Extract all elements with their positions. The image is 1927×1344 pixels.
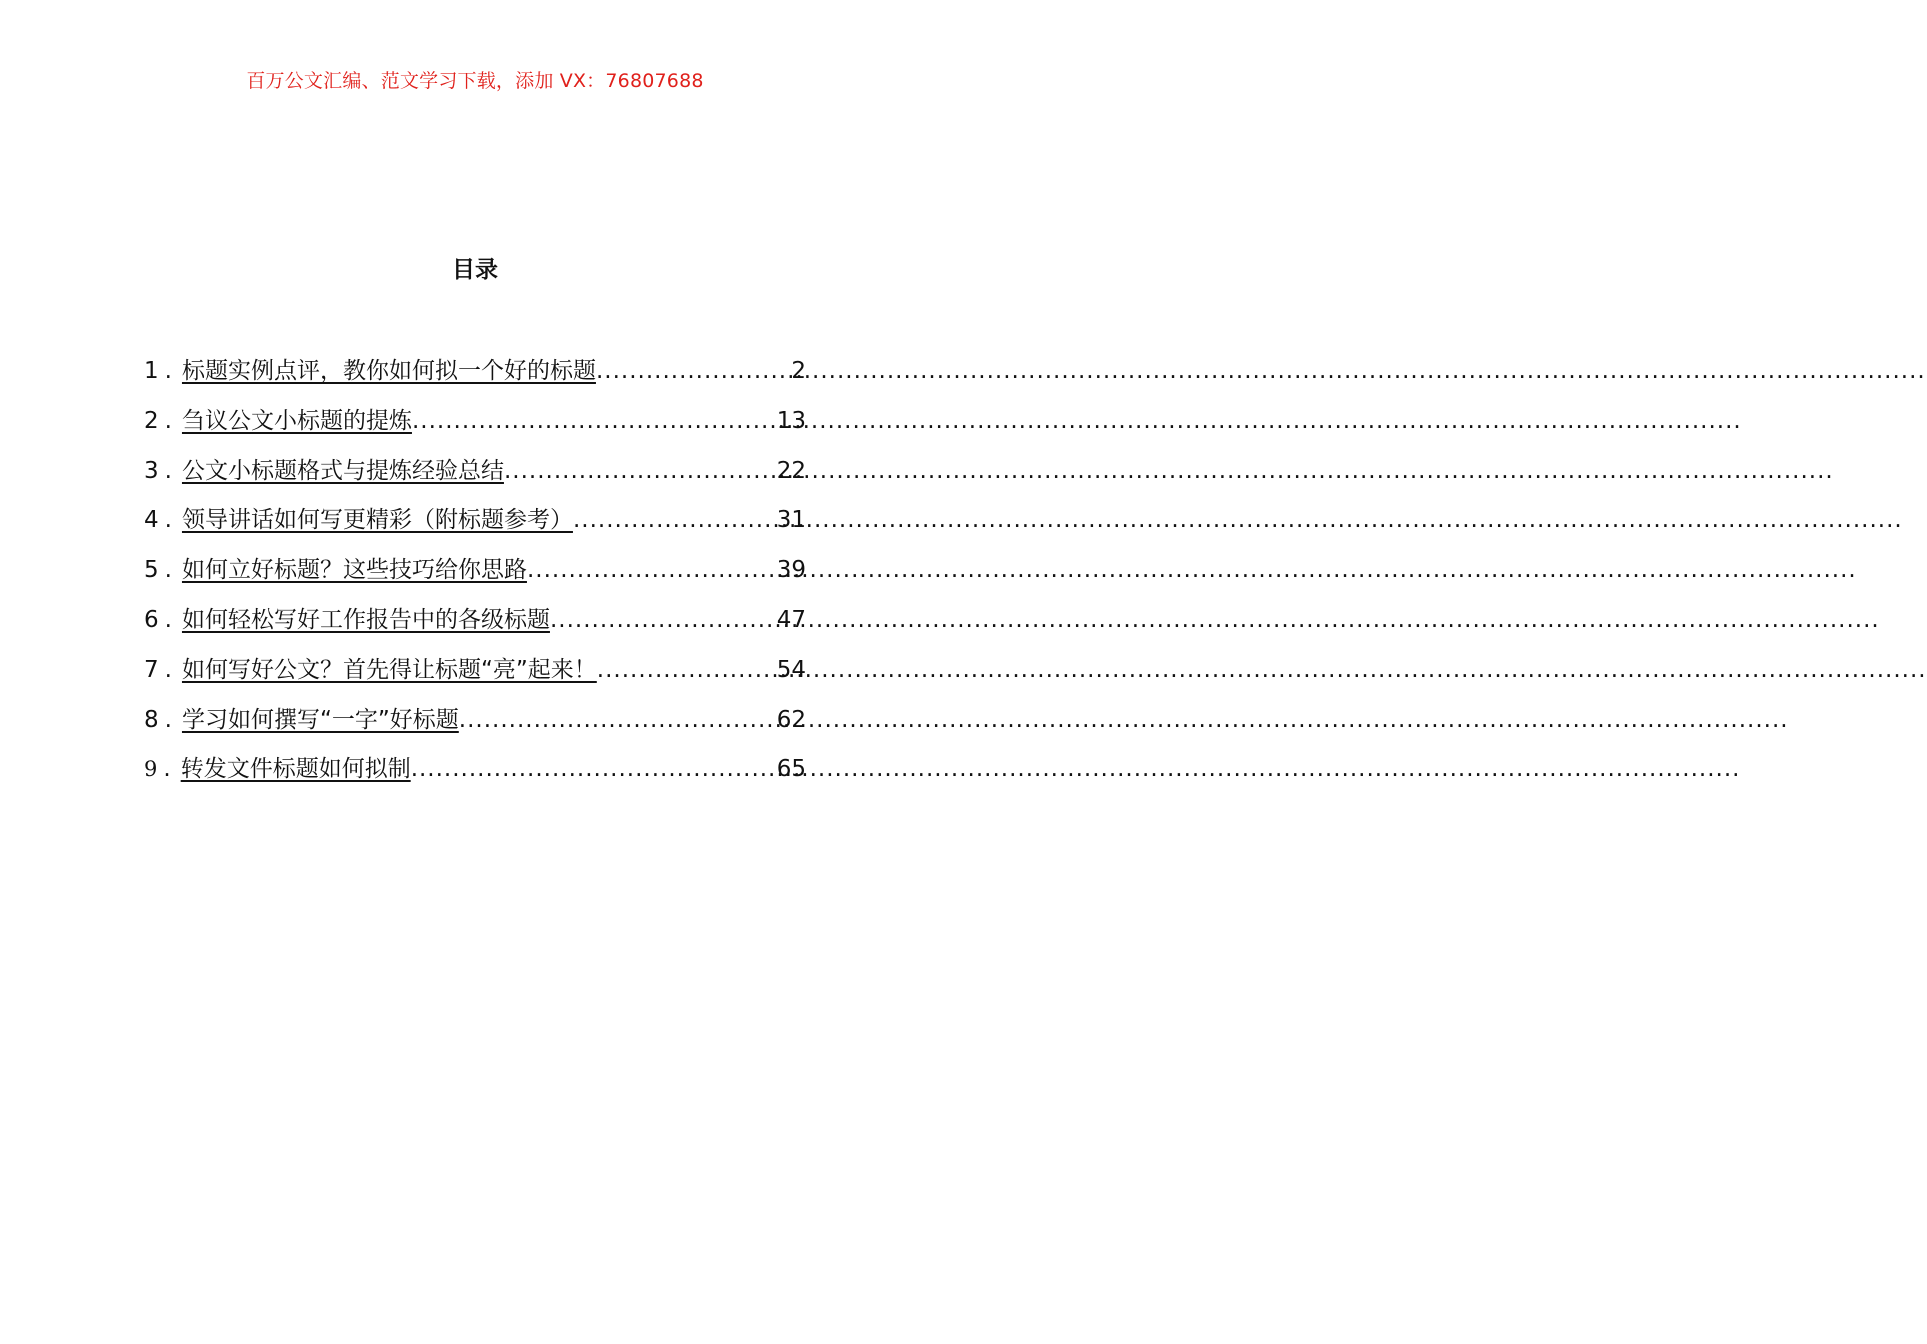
toc-entry[interactable] xyxy=(144,402,806,452)
toc-entry-page-number: 65 xyxy=(776,756,806,783)
toc-entry-page-number: 2 xyxy=(791,358,806,384)
toc-entry-title-link[interactable]: 学习如何撰写“一字”好标题 xyxy=(181,706,459,733)
toc-entry[interactable] xyxy=(144,651,806,701)
toc-entry-number: 5 xyxy=(144,557,159,584)
toc-entry-number: 7 xyxy=(144,656,159,683)
toc-entry-separator: . xyxy=(164,457,172,484)
toc-entry-number: 1 xyxy=(144,358,159,384)
toc-entry-separator: . xyxy=(164,656,172,683)
toc-entry-page-number: 62 xyxy=(776,706,806,733)
toc-entry-number: 3 xyxy=(144,457,159,484)
toc-entry-page-number: 39 xyxy=(776,557,806,584)
toc-entry-separator: . xyxy=(164,706,172,733)
toc-entry-number: 6 xyxy=(144,606,159,633)
toc-entry[interactable] xyxy=(144,501,806,551)
toc-entry-title-link[interactable]: 如何轻松写好工作报告中的各级标题 xyxy=(181,606,550,633)
toc-entry-separator: . xyxy=(164,407,172,434)
toc-entry-page-number: 47 xyxy=(776,606,806,633)
toc-entry-title-link[interactable]: 刍议公文小标题的提炼 xyxy=(181,407,412,434)
toc-leader-dots xyxy=(597,651,776,689)
toc-entry-title-link[interactable]: 如何立好标题？这些技巧给你思路 xyxy=(181,557,527,584)
toc-leader-dots xyxy=(504,452,776,490)
toc-entry[interactable] xyxy=(144,352,806,402)
toc-entry[interactable] xyxy=(144,701,806,751)
toc-entry-number: 2 xyxy=(144,407,159,434)
toc-entry-number: 8 xyxy=(144,706,159,733)
toc-entry-page-number: 31 xyxy=(776,507,806,534)
toc-entry[interactable] xyxy=(144,452,806,502)
toc-entry-title-link[interactable]: 公文小标题格式与提炼经验总结 xyxy=(181,457,504,484)
toc-leader-dots xyxy=(459,701,776,739)
toc-entry[interactable] xyxy=(144,551,806,601)
toc-entry-separator: . xyxy=(164,606,172,633)
toc-entry[interactable] xyxy=(144,601,806,651)
toc-entry-separator: . xyxy=(163,756,171,783)
toc-leader-dots xyxy=(412,402,776,440)
toc-leader-dots xyxy=(411,750,776,788)
toc-entry-separator: . xyxy=(164,358,172,384)
toc-entry[interactable] xyxy=(144,750,806,800)
toc-entry-separator: . xyxy=(164,557,172,584)
toc-leader-dots xyxy=(573,501,776,539)
toc-entry-separator: . xyxy=(164,507,172,534)
document-page xyxy=(0,0,950,1344)
toc-entry-title-link[interactable]: 标题实例点评，教你如何拟一个好的标题 xyxy=(181,358,596,384)
table-of-contents xyxy=(144,352,806,800)
toc-entry-title-link[interactable]: 如何写好公文？首先得让标题“亮”起来！ xyxy=(181,656,597,683)
header-watermark-note: 百万公文汇编、范文学习下载，添加 VX：76807688 xyxy=(246,70,704,92)
toc-entry-number: 9 xyxy=(144,757,158,782)
toc-leader-dots xyxy=(527,551,776,589)
toc-entry-page-number: 22 xyxy=(776,457,806,484)
toc-entry-number: 4 xyxy=(144,507,159,534)
toc-leader-dots xyxy=(550,601,776,639)
toc-entry-page-number: 54 xyxy=(776,656,806,683)
toc-entry-title-link[interactable]: 领导讲话如何写更精彩（附标题参考） xyxy=(181,507,573,534)
toc-leader-dots xyxy=(596,352,790,390)
toc-title: 目录 xyxy=(452,257,498,283)
toc-entry-page-number: 13 xyxy=(776,407,806,434)
toc-entry-title-link[interactable]: 转发文件标题如何拟制 xyxy=(180,756,411,783)
